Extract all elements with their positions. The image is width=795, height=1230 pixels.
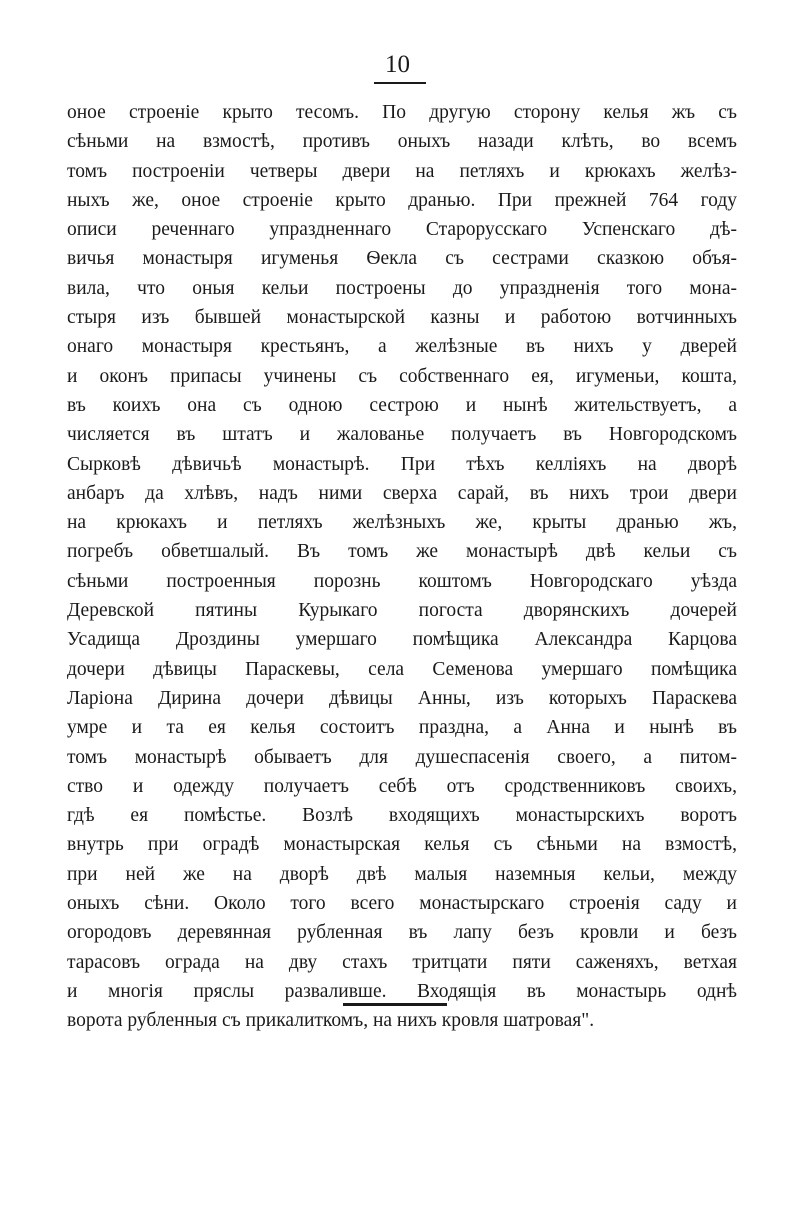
text-line: вичья монастыря игуменья Ѳекла съ сестрами сказкою объя- [67, 248, 737, 270]
text-line: на крюкахъ и петляхъ желѣзныхъ же, крыты дранью жъ, [67, 512, 737, 534]
text-line: томъ построеніи четверы двери на петляхъ и крюкахъ желѣз- [67, 160, 737, 182]
text-line: онаго монастыря крестьянъ, а желѣзные въ нихъ у дверей [67, 336, 737, 358]
text-line: анбаръ да хлѣвъ, надъ ними сверха сарай, въ нихъ трои двери [67, 482, 737, 504]
text-line: ныхъ же, оное строеніе крыто дранью. При прежней 764 году [67, 189, 737, 211]
text-line: Ларіона Дирина дочери дѣвицы Анны, изъ которыхъ Параскева [67, 687, 737, 709]
text-line: въ коихъ она съ одною сестрою и нынѣ жительствуетъ, а [67, 394, 737, 416]
text-line: описи реченнаго упраздненнаго Старорусскаго Успенскаго дѣ- [67, 219, 737, 241]
page-number: 10 [385, 51, 410, 78]
text-line: оное строеніе крыто тесомъ. По другую сторону келья жъ съ [67, 102, 737, 123]
text-line: дочери дѣвицы Параскевы, села Семенова умершаго помѣщика [67, 658, 737, 680]
text-line: томъ монастырѣ обываетъ для душеспасенія своего, а питом- [67, 746, 737, 768]
text-line: погребъ обветшалый. Въ томъ же монастырѣ двѣ кельи съ [67, 541, 737, 563]
text-line: и многія пряслы развалившe. Входящія въ монастырь однѣ [67, 980, 737, 1002]
text-line: вила, что оныя кельи построены до упраздненія того мона- [67, 277, 737, 299]
text-line: стыря изъ бывшей монастырской казны и работою вотчинныхъ [67, 307, 737, 329]
text-line: умре и та ея келья состоитъ праздна, а Анна и нынѣ въ [67, 717, 737, 739]
text-line: огородовъ деревянная рубленная въ лапу безъ кровли и безъ [67, 922, 737, 944]
text-line: оныхъ сѣни. Около того всего монастырскаго строенія саду и [67, 893, 737, 915]
text-line: Сырковѣ дѣвичьѣ монастырѣ. При тѣхъ келліяхъ на дворѣ [67, 453, 737, 475]
text-line: при ней же на дворѣ двѣ малыя наземныя кельи, между [67, 863, 737, 885]
text-line: сѣньми построенныя порознь коштомъ Новгородскаго уѣзда [67, 570, 737, 592]
text-line: внутрь при оградѣ монастырская келья съ сѣньми на взмостѣ, [67, 834, 737, 856]
text-line: Деревской пятины Курыкаго погоста дворянскихъ дочерей [67, 600, 737, 622]
section-end-rule [343, 1003, 447, 1006]
text-line: числяется въ штатъ и жалованье получаетъ въ Новгородскомъ [67, 424, 737, 446]
body-text [67, 98, 737, 1036]
page-number-underline [374, 82, 426, 84]
text-line: ворота рубленныя съ прикалиткомъ, на нихъ кровля шатровая". [67, 1010, 595, 1032]
text-line: сѣньми на взмостѣ, противъ оныхъ назади клѣть, во всемъ [67, 131, 737, 153]
text-line: Усадища Дроздины умершаго помѣщика Александра Карцова [67, 629, 737, 651]
text-line: гдѣ ея помѣстье. Возлѣ входящихъ монастырскихъ воротъ [67, 805, 737, 827]
text-line: и оконъ припасы учинены съ собственнаго ея, игуменьи, кошта, [67, 365, 737, 387]
text-line: ство и одежду получаетъ себѣ отъ сродственниковъ своихъ, [67, 775, 737, 797]
text-line: тарасовъ ограда на дву стахъ тритцати пяти саженяхъ, ветхая [67, 951, 737, 973]
